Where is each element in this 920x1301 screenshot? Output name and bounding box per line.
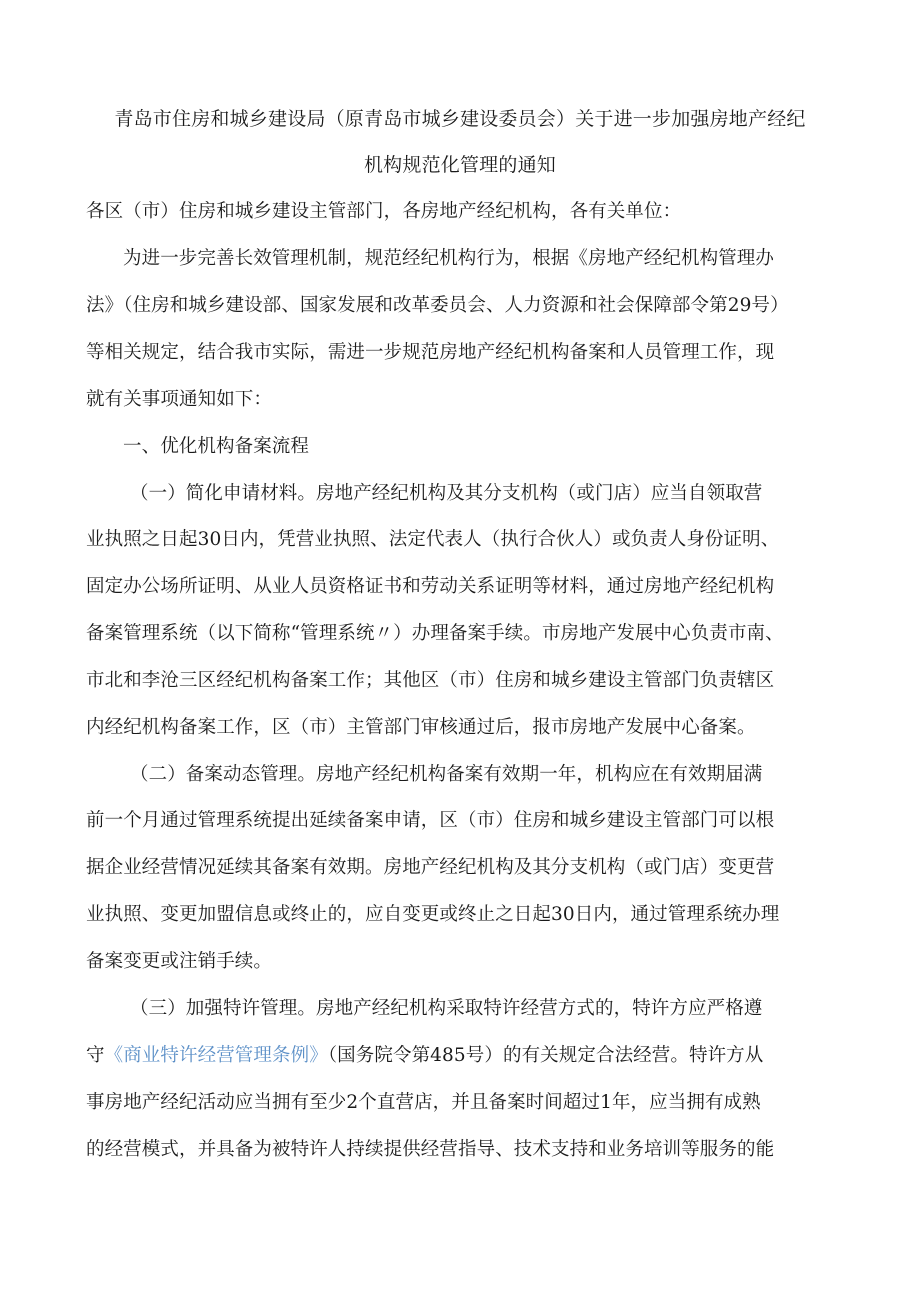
paragraph-line: 据企业经营情况延续其备案有效期。房地产经纪机构及其分支机构（或门店）变更营	[86, 857, 775, 878]
section-heading: 一、优化机构备案流程	[123, 436, 310, 457]
paragraph-line: 事房地产经纪活动应当拥有至少2个直营店，并且备案时间超过1年，应当拥有成熟	[86, 1092, 761, 1113]
paragraph-line: 的经营模式，并具备为被特许人持续提供经营指导、技术支持和业务培训等服务的能	[86, 1139, 775, 1160]
paragraph-line: （三）加强特许管理。房地产经纪机构采取特许经营方式的，特许方应严格遵	[130, 998, 763, 1019]
document-title-line-1: 青岛市住房和城乡建设局（原青岛市城乡建设委员会）关于进一步加强房地产经纪	[114, 108, 806, 130]
regulation-link[interactable]: 《商业特许经营管理条例》	[104, 1045, 328, 1066]
paragraph-line: 固定办公场所证明、从业人员资格证书和劳动关系证明等材料，通过房地产经纪机构	[86, 576, 775, 597]
paragraph-line: 业执照、变更加盟信息或终止的，应自变更或终止之日起30日内，通过管理系统办理	[86, 904, 780, 925]
paragraph-line: 就有关事项通知如下：	[86, 389, 273, 410]
document-title-line-2: 机构规范化管理的通知	[363, 154, 556, 176]
addressee-line: 各区（市）住房和城乡建设主管部门，各房地产经纪机构，各有关单位：	[86, 201, 682, 222]
paragraph-line: 业执照之日起30日内，凭营业执照、法定代表人（执行合伙人）或负责人身份证明、	[86, 529, 780, 550]
paragraph-line: 备案变更或注销手续。	[86, 951, 273, 972]
paragraph-line: 前一个月通过管理系统提出延续备案申请，区（市）住房和城乡建设主管部门可以根	[86, 810, 775, 831]
paragraph-line: 为进一步完善长效管理机制，规范经纪机构行为，根据《房地产经纪机构管理办	[123, 248, 775, 269]
text-segment: 守	[86, 1045, 105, 1066]
paragraph-line: 市北和李沧三区经纪机构备案工作；其他区（市）住房和城乡建设主管部门负责辖区	[86, 670, 775, 691]
paragraph-line: 法》（住房和城乡建设部、国家发展和改革委员会、人力资源和社会保障部令第29号）	[86, 295, 789, 316]
paragraph-line: （一）简化申请材料。房地产经纪机构及其分支机构（或门店）应当自领取营	[130, 483, 763, 504]
paragraph-line: 等相关规定，结合我市实际，需进一步规范房地产经纪机构备案和人员管理工作，现	[86, 342, 775, 363]
paragraph-line: （二）备案动态管理。房地产经纪机构备案有效期一年，机构应在有效期届满	[130, 764, 763, 785]
paragraph-line: 备案管理系统（以下简称“管理系统〃）办理备案手续。市房地产发展中心负责市南、	[86, 623, 784, 644]
text-segment: （国务院令第485号）的有关规定合法经营。特许方从	[327, 1045, 764, 1066]
paragraph-line-with-link	[86, 1041, 763, 1067]
paragraph-line: 内经纪机构备案工作，区（市）主管部门审核通过后，报市房地产发展中心备案。	[86, 717, 756, 738]
